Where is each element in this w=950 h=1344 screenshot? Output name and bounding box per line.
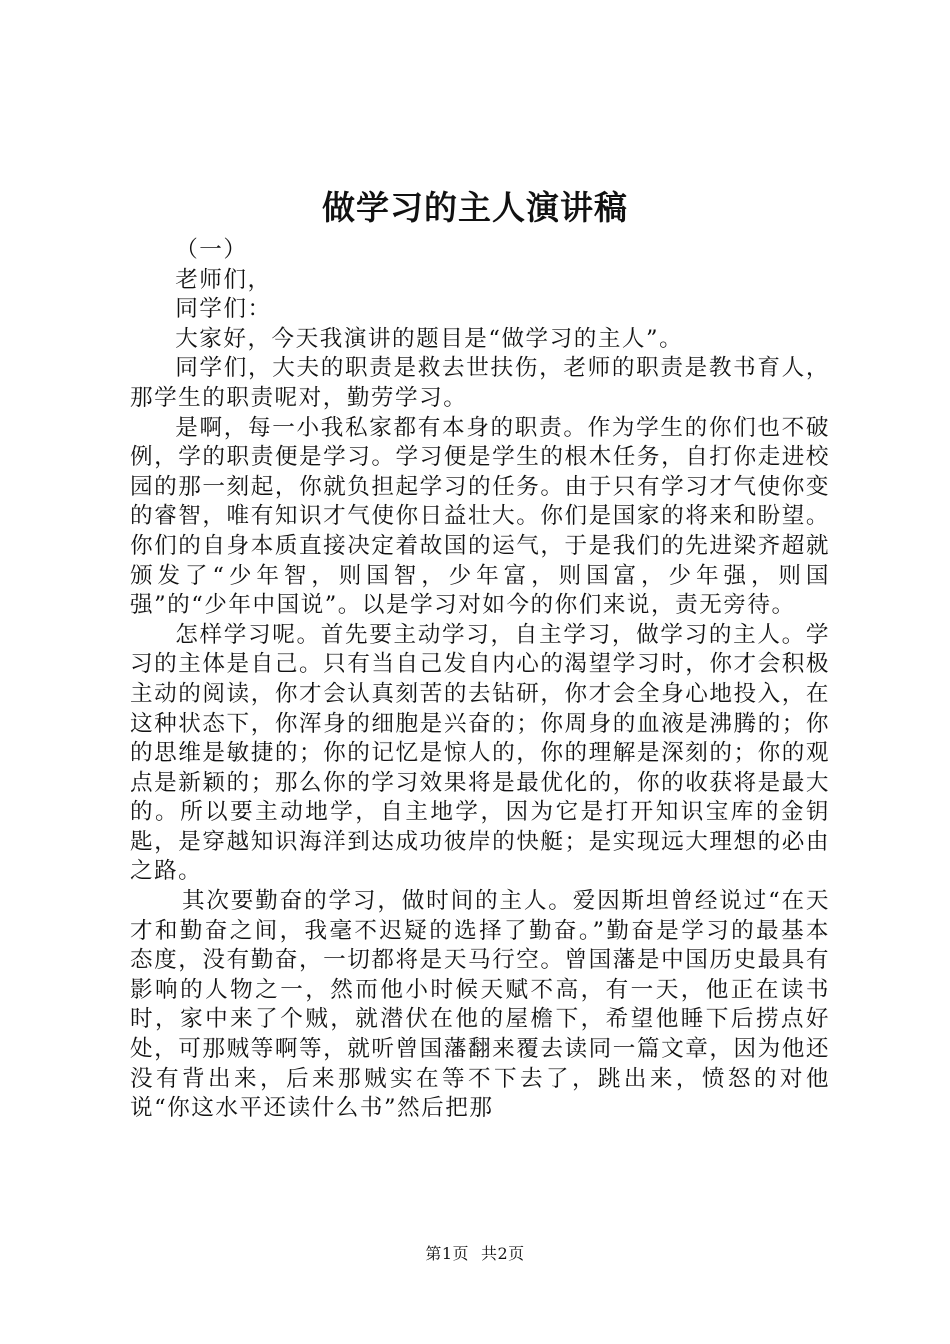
page-total: 共2页: [481, 1244, 525, 1263]
paragraph-duties: 同学们，大夫的职责是救去世扶伤，老师的职责是教书育人，那学生的职责呢对，勤劳学习。: [130, 355, 830, 411]
document-body: [130, 236, 830, 1124]
paragraph-active-learning: 怎样学习呢。首先要主动学习，自主学习，做学习的主人。学习的主体是自己。只有当自己发自内心的渴望学习时，你才会积极主动的阅读，你才会认真刻苦的去钻研，你才会全身心地投入，在这种状态下，你浑身的细胞是兴奋的；你周身的血液是沸腾的；你的思维是敏捷的；你的记忆是惊人的，你的理解是深刻的；你的观点是新颖的；那么你的学习效果将是最优化的，你的收获将是最大的。所以要主动地学，自主地学，因为它是打开知识宝库的金钥匙，是穿越知识海洋到达成功彼岸的快艇；是实现远大理想的必由之路。: [130, 621, 830, 885]
salutation-students: 同学们：: [175, 296, 272, 323]
document-title: 做学习的主人演讲稿: [322, 188, 628, 227]
page-footer: [0, 1242, 950, 1266]
paragraph-responsibility: 是啊，每一小我私家都有本身的职责。作为学生的你们也不破例，学的职责便是学习。学习便是学生的根木任务，自打你走进校园的那一刻起，你就负担起学习的任务。由于只有学习才气使你变的睿智，唯有知识才气使你日益壮大。你们是国家的将来和盼望。你们的自身本质直接决定着故国的运气，于是我们的先进梁齐超就颁发了“少年智，则国智，少年富，则国富，少年强，则国强”的“少年中国说”。以是学习对如今的你们来说，责无旁待。: [130, 414, 830, 619]
section-number: （一）: [175, 237, 248, 263]
page-number: 第1页: [425, 1244, 469, 1263]
salutation-teachers: 老师们，: [175, 266, 272, 293]
paragraph-greeting: 大家好，今天我演讲的题目是“做学习的主人”。: [175, 325, 684, 352]
paragraph-diligence: 其次要勤奋的学习，做时间的主人。爱因斯坦曾经说过“在天才和勤奋之间，我毫不迟疑的选择了勤奋。”勤奋是学习的最基本态度，没有勤奋，一切都将是天马行空。曾国藩是中国历史最具有影响的人物之一，然而他小时候天赋不高，有一天，他正在读书时，家中来了个贼，就潜伏在他的屋檐下，希望他睡下后捞点好处，可那贼等啊等，就听曾国藩翻来覆去读同一篇文章，因为他还没有背出来，后来那贼实在等不下去了，跳出来，愤怒的对他说“你这水平还读什么书”然后把那: [130, 888, 830, 1122]
